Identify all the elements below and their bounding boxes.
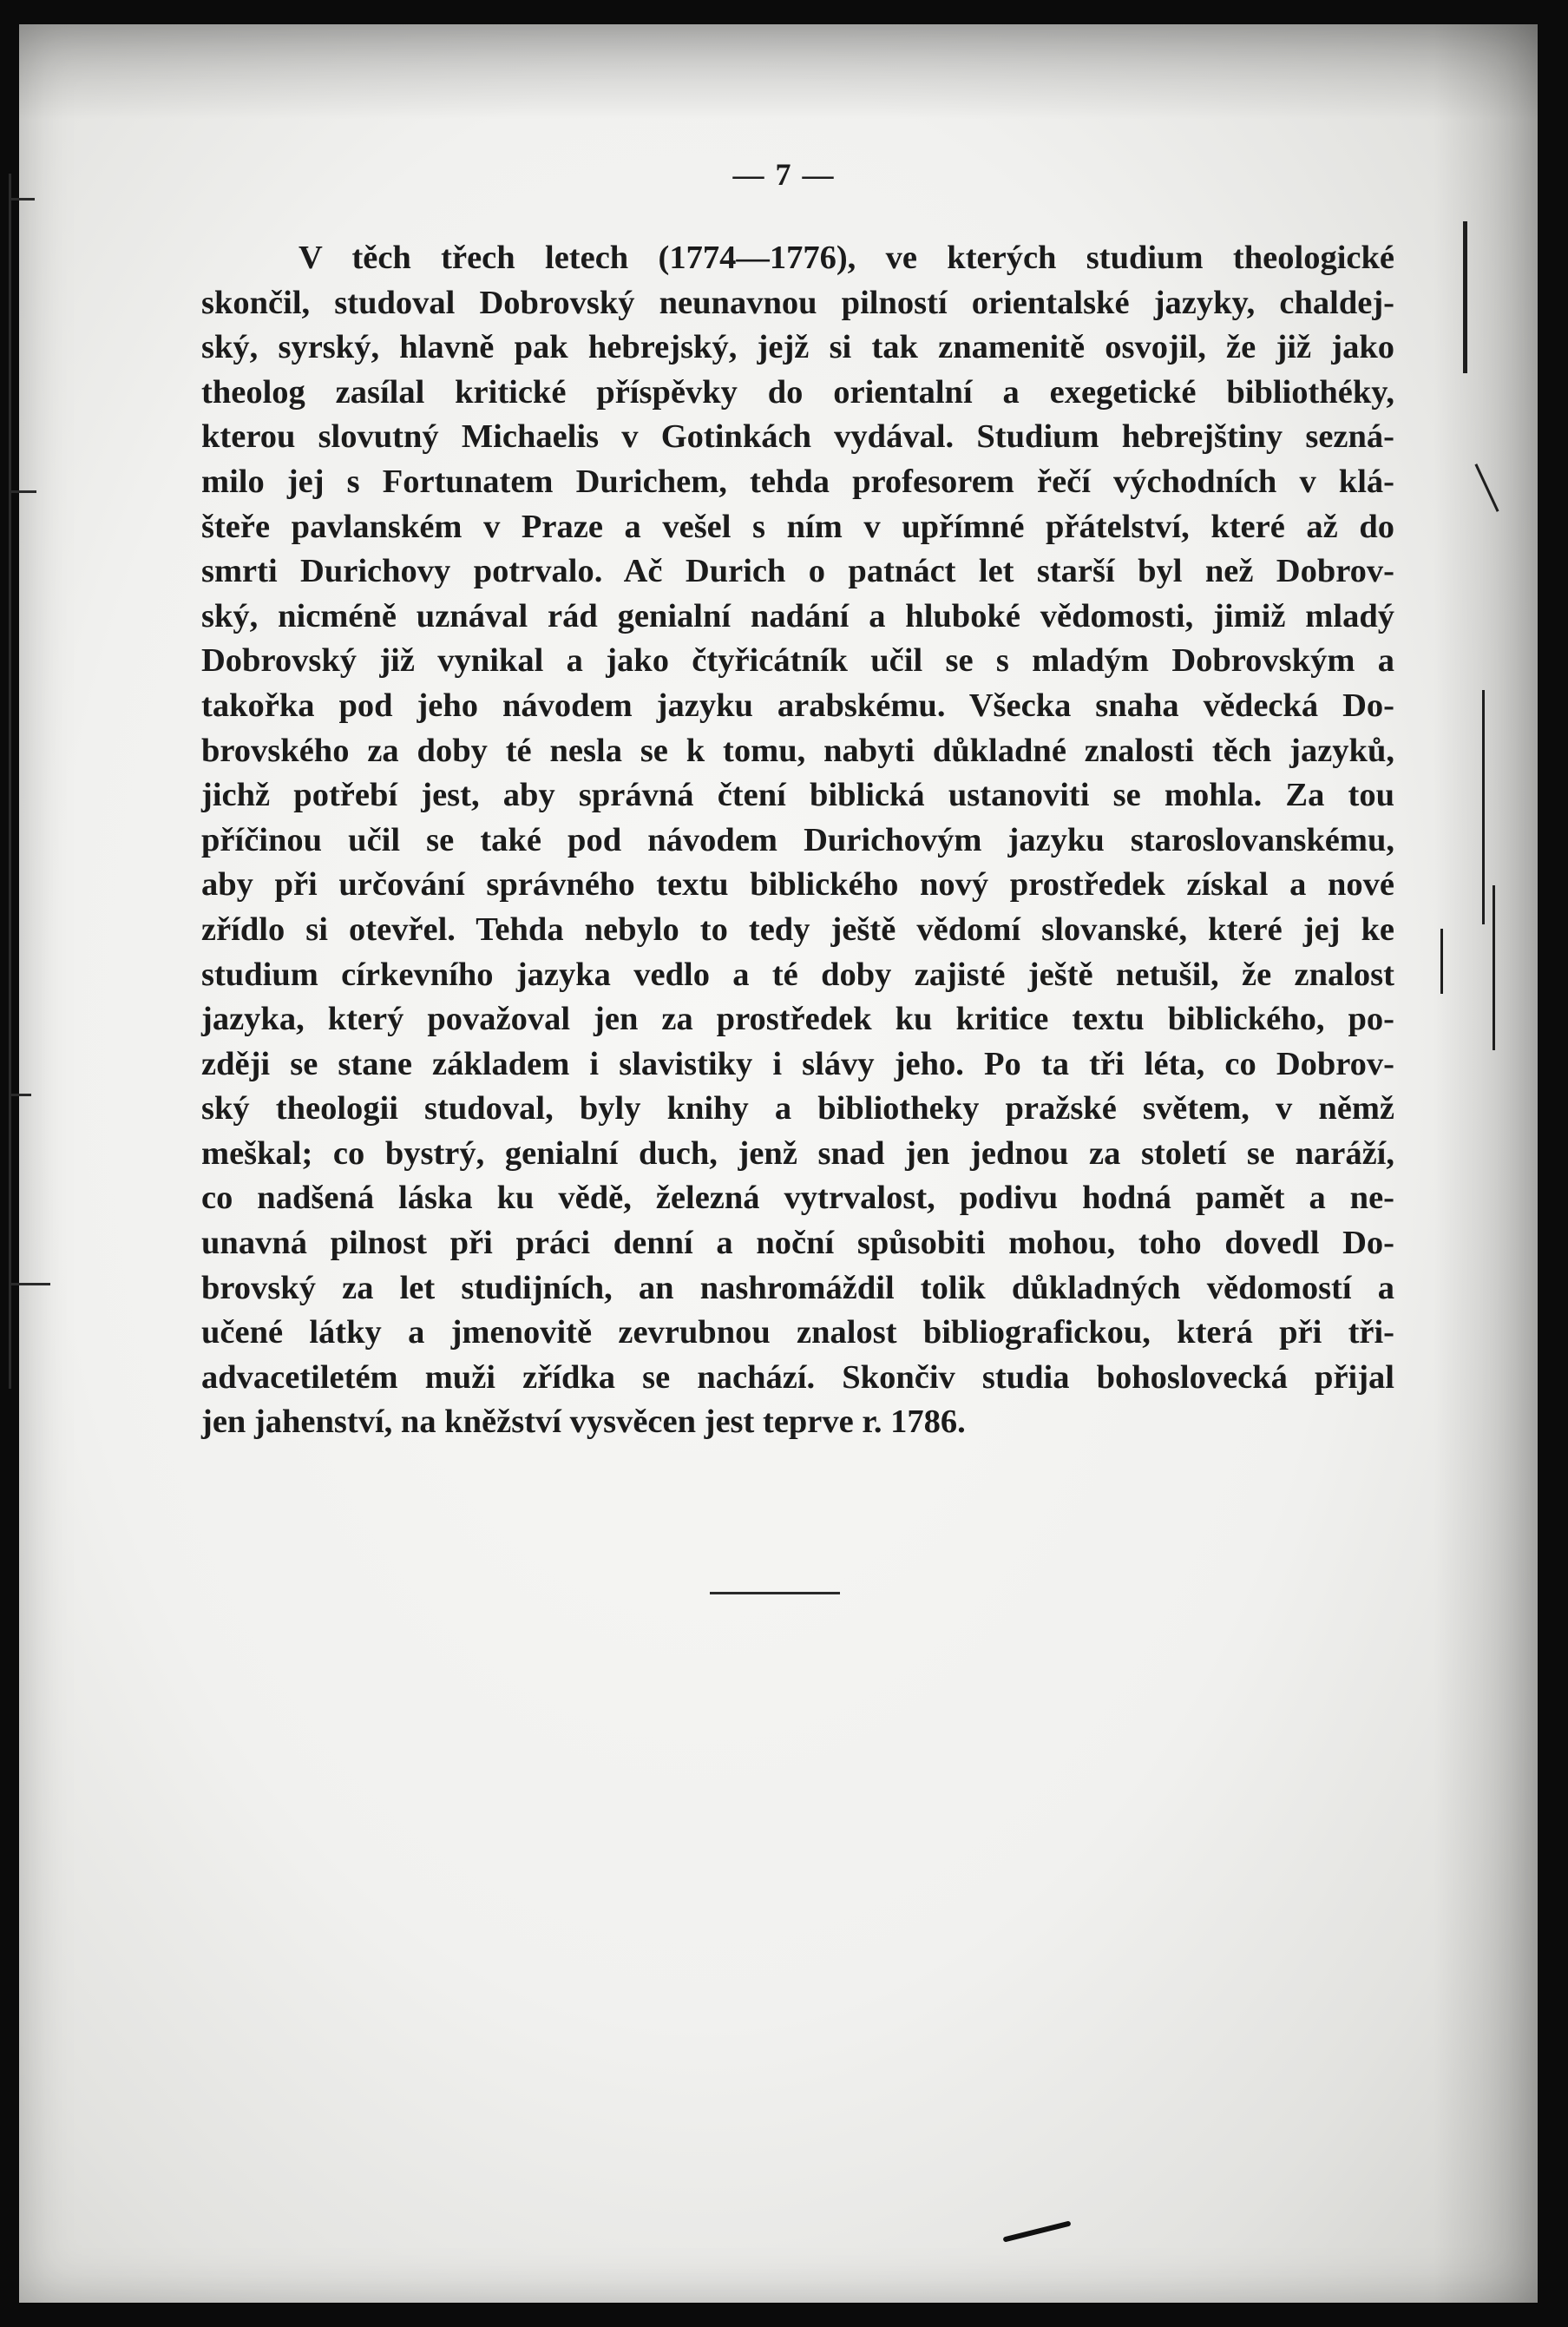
binding-tick (9, 490, 36, 493)
text-line: aby při určování správného textu biblického nový prostředek získal a nové (201, 866, 1394, 904)
binding-tick (9, 198, 35, 200)
margin-mark (1463, 221, 1467, 373)
text-line: V těch třech letech (1774—1776), ve kterých studium theologické (299, 240, 1394, 276)
binding-tick (9, 1094, 31, 1096)
text-line: brovského za doby té nesla se k tomu, nabyti důkladné znalosti těch jazyků, (201, 732, 1394, 769)
text-line: příčinou učil se také pod návodem Durichovým jazyku staroslovanskému, (201, 821, 1394, 858)
text-line: advacetiletém muži zřídka se nachází. Skončiv studia bohoslovecká přijal (201, 1358, 1394, 1396)
text-line: učené látky a jmenovitě zevrubnou znalost bibliografickou, která při tři- (201, 1314, 1394, 1351)
margin-mark (1440, 929, 1443, 994)
text-line: takořka pod jeho návodem jazyku arabskému. Všecka snaha vědecká Do- (201, 687, 1394, 724)
binding-edge-line (9, 174, 11, 1389)
page-number: — 7 — (732, 157, 836, 192)
text-line: theolog zasílal kritické příspěvky do orientalní a exegetické bibliothéky, (201, 373, 1394, 411)
section-divider (710, 1592, 840, 1594)
text-line: Dobrovský již vynikal a jako čtyřicátník učil se s mladým Dobrovským a (201, 642, 1394, 680)
text-line: studium církevního jazyka vedlo a té doby zajisté ještě netušil, že znalost (201, 956, 1394, 993)
text-line: co nadšená láska ku vědě, železná vytrvalost, podivu hodná pamět a ne- (201, 1180, 1394, 1217)
text-line: kterou slovutný Michaelis v Gotinkách vydával. Studium hebrejštiny sezná- (201, 418, 1394, 456)
text-line: ský theologii studoval, byly knihy a bibliotheky pražské světem, v němž (201, 1090, 1394, 1127)
text-line: brovský za let studijních, an nashromáždil tolik důkladných vědomostí a (201, 1269, 1394, 1306)
margin-mark (1482, 690, 1485, 924)
text-line: zřídlo si otevřel. Tehda nebylo to tedy ještě vědomí slovanské, které jej ke (201, 910, 1394, 948)
text-line: smrti Durichovy potrvalo. Ač Durich o patnáct let starší byl než Dobrov- (201, 553, 1394, 590)
text-line: skončil, studoval Dobrovský neunavnou pilností orientalské jazyky, chaldej- (201, 284, 1394, 321)
text-line: unavná pilnost při práci denní a noční spůsobiti mohou, toho dovedl Do- (201, 1225, 1394, 1262)
text-line: meškal; co bystrý, genialní duch, jenž snad jen jednou za století se naráží, (201, 1134, 1394, 1172)
page-top-shadow (19, 24, 1538, 120)
text-line: jen jahenství, na kněžství vysvěcen jest teprve r. 1786. (201, 1403, 966, 1441)
text-line: jazyka, který považoval jen za prostředek ku kritice textu biblického, po- (201, 1001, 1394, 1038)
text-line: šteře pavlanském v Praze a vešel s ním v upřímné přátelství, které až do (201, 508, 1394, 545)
margin-mark (1493, 885, 1495, 1050)
binding-tick (9, 1283, 50, 1285)
text-line: ský, nicméně uznával rád genialní nadání a hluboké vědomosti, jimiž mladý (201, 597, 1394, 634)
body-text (201, 236, 1394, 1445)
text-line: milo jej s Fortunatem Durichem, tehda profesorem řečí východních v klá- (201, 463, 1394, 500)
text-line: jichž potřebí jest, aby správná čtení biblická ustanoviti se mohla. Za tou (201, 777, 1394, 814)
page-right-shadow (1434, 24, 1538, 2303)
text-line: zději se stane základem i slavistiky i slávy jeho. Po ta tři léta, co Dobrov- (201, 1045, 1394, 1082)
text-line: ský, syrský, hlavně pak hebrejský, jejž si tak znamenitě osvojil, že již jako (201, 329, 1394, 366)
